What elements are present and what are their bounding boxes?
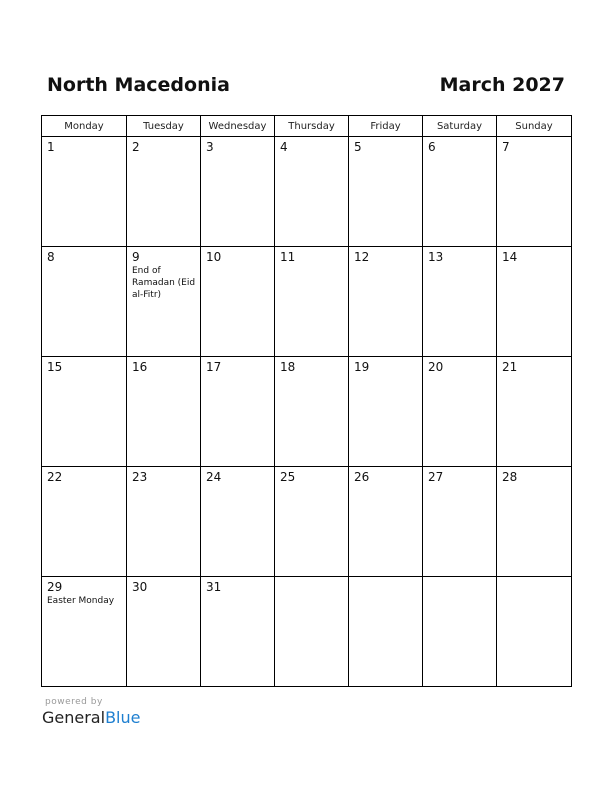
footer-branding	[42, 697, 140, 727]
day-cell	[497, 137, 572, 247]
day-cell-empty	[423, 577, 497, 687]
day-number: 11	[280, 250, 296, 264]
day-cell	[201, 247, 275, 357]
day-cell	[201, 357, 275, 467]
day-number: 10	[206, 250, 222, 264]
day-number: 12	[354, 250, 370, 264]
day-cell	[423, 467, 497, 577]
weekday-header-row	[42, 116, 572, 137]
day-cell	[349, 357, 423, 467]
day-cell	[275, 247, 349, 357]
day-cell	[42, 247, 127, 357]
brand-general: General	[42, 708, 106, 727]
day-number: 20	[428, 360, 444, 374]
day-cell	[275, 357, 349, 467]
day-number	[497, 577, 571, 580]
day-number	[275, 577, 348, 580]
day-cell-empty	[349, 577, 423, 687]
day-number: 9	[132, 250, 140, 264]
day-number: 14	[502, 250, 518, 264]
day-cell	[201, 577, 275, 687]
generalblue-logo[interactable]	[42, 708, 140, 727]
day-number: 28	[502, 470, 518, 484]
day-cell	[127, 137, 201, 247]
day-cell	[42, 137, 127, 247]
day-cell	[497, 357, 572, 467]
week-row	[42, 247, 572, 357]
day-number: 21	[502, 360, 518, 374]
week-row	[42, 357, 572, 467]
day-cell	[349, 137, 423, 247]
day-number: 3	[206, 140, 214, 154]
weekday-header: Monday	[42, 116, 127, 137]
day-number: 24	[206, 470, 222, 484]
day-number: 23	[132, 470, 148, 484]
month-year-title: March 2027	[439, 74, 565, 96]
day-number: 16	[132, 360, 148, 374]
day-cell	[127, 577, 201, 687]
day-cell	[349, 467, 423, 577]
day-number: 2	[132, 140, 140, 154]
day-cell	[423, 247, 497, 357]
day-cell	[201, 137, 275, 247]
calendar-header	[47, 72, 565, 98]
day-cell	[127, 357, 201, 467]
day-cell	[201, 467, 275, 577]
weekday-header: Tuesday	[127, 116, 201, 137]
day-number: 25	[280, 470, 296, 484]
day-number: 15	[47, 360, 63, 374]
week-row	[42, 467, 572, 577]
day-number: 29	[47, 580, 63, 594]
day-number: 30	[132, 580, 148, 594]
day-cell	[127, 467, 201, 577]
day-number: 8	[47, 250, 55, 264]
day-cell	[497, 467, 572, 577]
weekday-header: Saturday	[423, 116, 497, 137]
weekday-header: Sunday	[497, 116, 572, 137]
day-number: 7	[502, 140, 510, 154]
day-number: 1	[47, 140, 55, 154]
day-cell	[275, 137, 349, 247]
day-number: 18	[280, 360, 296, 374]
day-cell	[127, 247, 201, 357]
holiday-label: End of Ramadan (Eid al-Fitr)	[132, 266, 196, 300]
weekday-header: Wednesday	[201, 116, 275, 137]
day-cell	[42, 577, 127, 687]
day-number: 5	[354, 140, 362, 154]
day-cell	[423, 137, 497, 247]
day-number: 31	[206, 580, 222, 594]
day-cell	[423, 357, 497, 467]
country-title: North Macedonia	[47, 74, 230, 96]
day-number: 22	[47, 470, 63, 484]
weekday-header: Friday	[349, 116, 423, 137]
day-number: 26	[354, 470, 370, 484]
day-cell	[349, 247, 423, 357]
day-cell	[42, 467, 127, 577]
powered-by-text: powered by	[45, 697, 103, 707]
brand-blue: Blue	[105, 708, 141, 727]
day-number: 6	[428, 140, 436, 154]
day-number	[423, 577, 496, 580]
day-number: 19	[354, 360, 370, 374]
day-number: 27	[428, 470, 444, 484]
day-number: 17	[206, 360, 222, 374]
day-cell	[42, 357, 127, 467]
day-cell	[497, 247, 572, 357]
day-cell	[275, 467, 349, 577]
day-number: 13	[428, 250, 444, 264]
weekday-header: Thursday	[275, 116, 349, 137]
week-row	[42, 137, 572, 247]
calendar-grid	[41, 115, 572, 687]
holiday-label: Easter Monday	[47, 596, 115, 606]
day-number: 4	[280, 140, 288, 154]
day-number	[349, 577, 422, 580]
week-row	[42, 577, 572, 687]
day-cell-empty	[275, 577, 349, 687]
day-cell-empty	[497, 577, 572, 687]
